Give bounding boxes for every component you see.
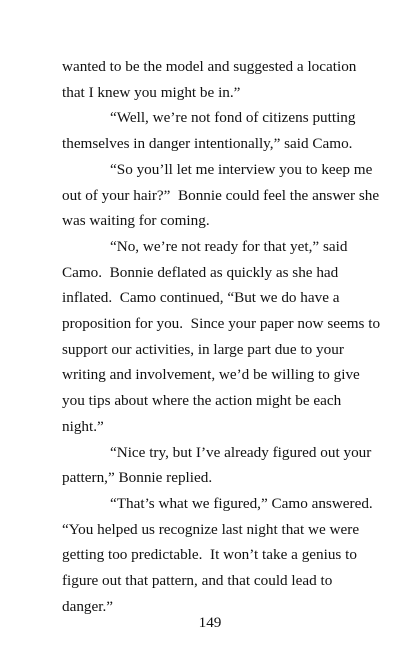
text-line: “Nice try, but I’ve already figured out your — [110, 443, 372, 461]
body-text — [62, 54, 381, 619]
text-line: pattern,” Bonnie replied. — [62, 469, 213, 487]
text-line: you tips about where the action might be each — [62, 392, 342, 410]
text-line: out of your hair?” Bonnie could feel the answer she — [62, 186, 380, 204]
paragraph — [62, 234, 381, 440]
text-line: Camo. Bonnie deflated as quickly as she had — [62, 263, 339, 281]
text-line: “That’s what we figured,” Camo answered. — [110, 494, 373, 512]
paragraph — [62, 157, 380, 234]
text-line: writing and involvement, we’d be willing to give — [62, 366, 360, 384]
text-line: inflated. Camo continued, “But we do have a — [62, 289, 340, 307]
text-line: figure out that pattern, and that could lead to — [62, 572, 333, 590]
page-number: 149 — [198, 614, 222, 631]
text-line: “So you’ll let me interview you to keep me — [110, 160, 373, 178]
text-line: danger.” — [62, 597, 114, 615]
text-line: proposition for you. Since your paper now seems to — [62, 315, 381, 333]
text-line: “Well, we’re not fond of citizens putting — [110, 109, 356, 127]
paragraph — [62, 491, 373, 620]
text-line: getting too predictable. It won’t take a genius to — [62, 546, 357, 564]
text-line: “No, we’re not ready for that yet,” said — [110, 237, 348, 255]
text-line: that I knew you might be in.” — [62, 83, 241, 101]
text-line: was waiting for coming. — [62, 212, 210, 230]
paragraph — [62, 54, 362, 105]
text-line: support our activities, in large part due to your — [62, 340, 344, 358]
paragraph — [62, 105, 362, 156]
text-line: “You helped us recognize last night that we were — [62, 520, 360, 538]
text-line: themselves in danger intentionally,” said Camo. — [62, 135, 353, 153]
text-line: night.” — [62, 417, 104, 435]
text-line: wanted to be the model and suggested a location — [62, 58, 357, 75]
paragraph — [62, 440, 372, 491]
